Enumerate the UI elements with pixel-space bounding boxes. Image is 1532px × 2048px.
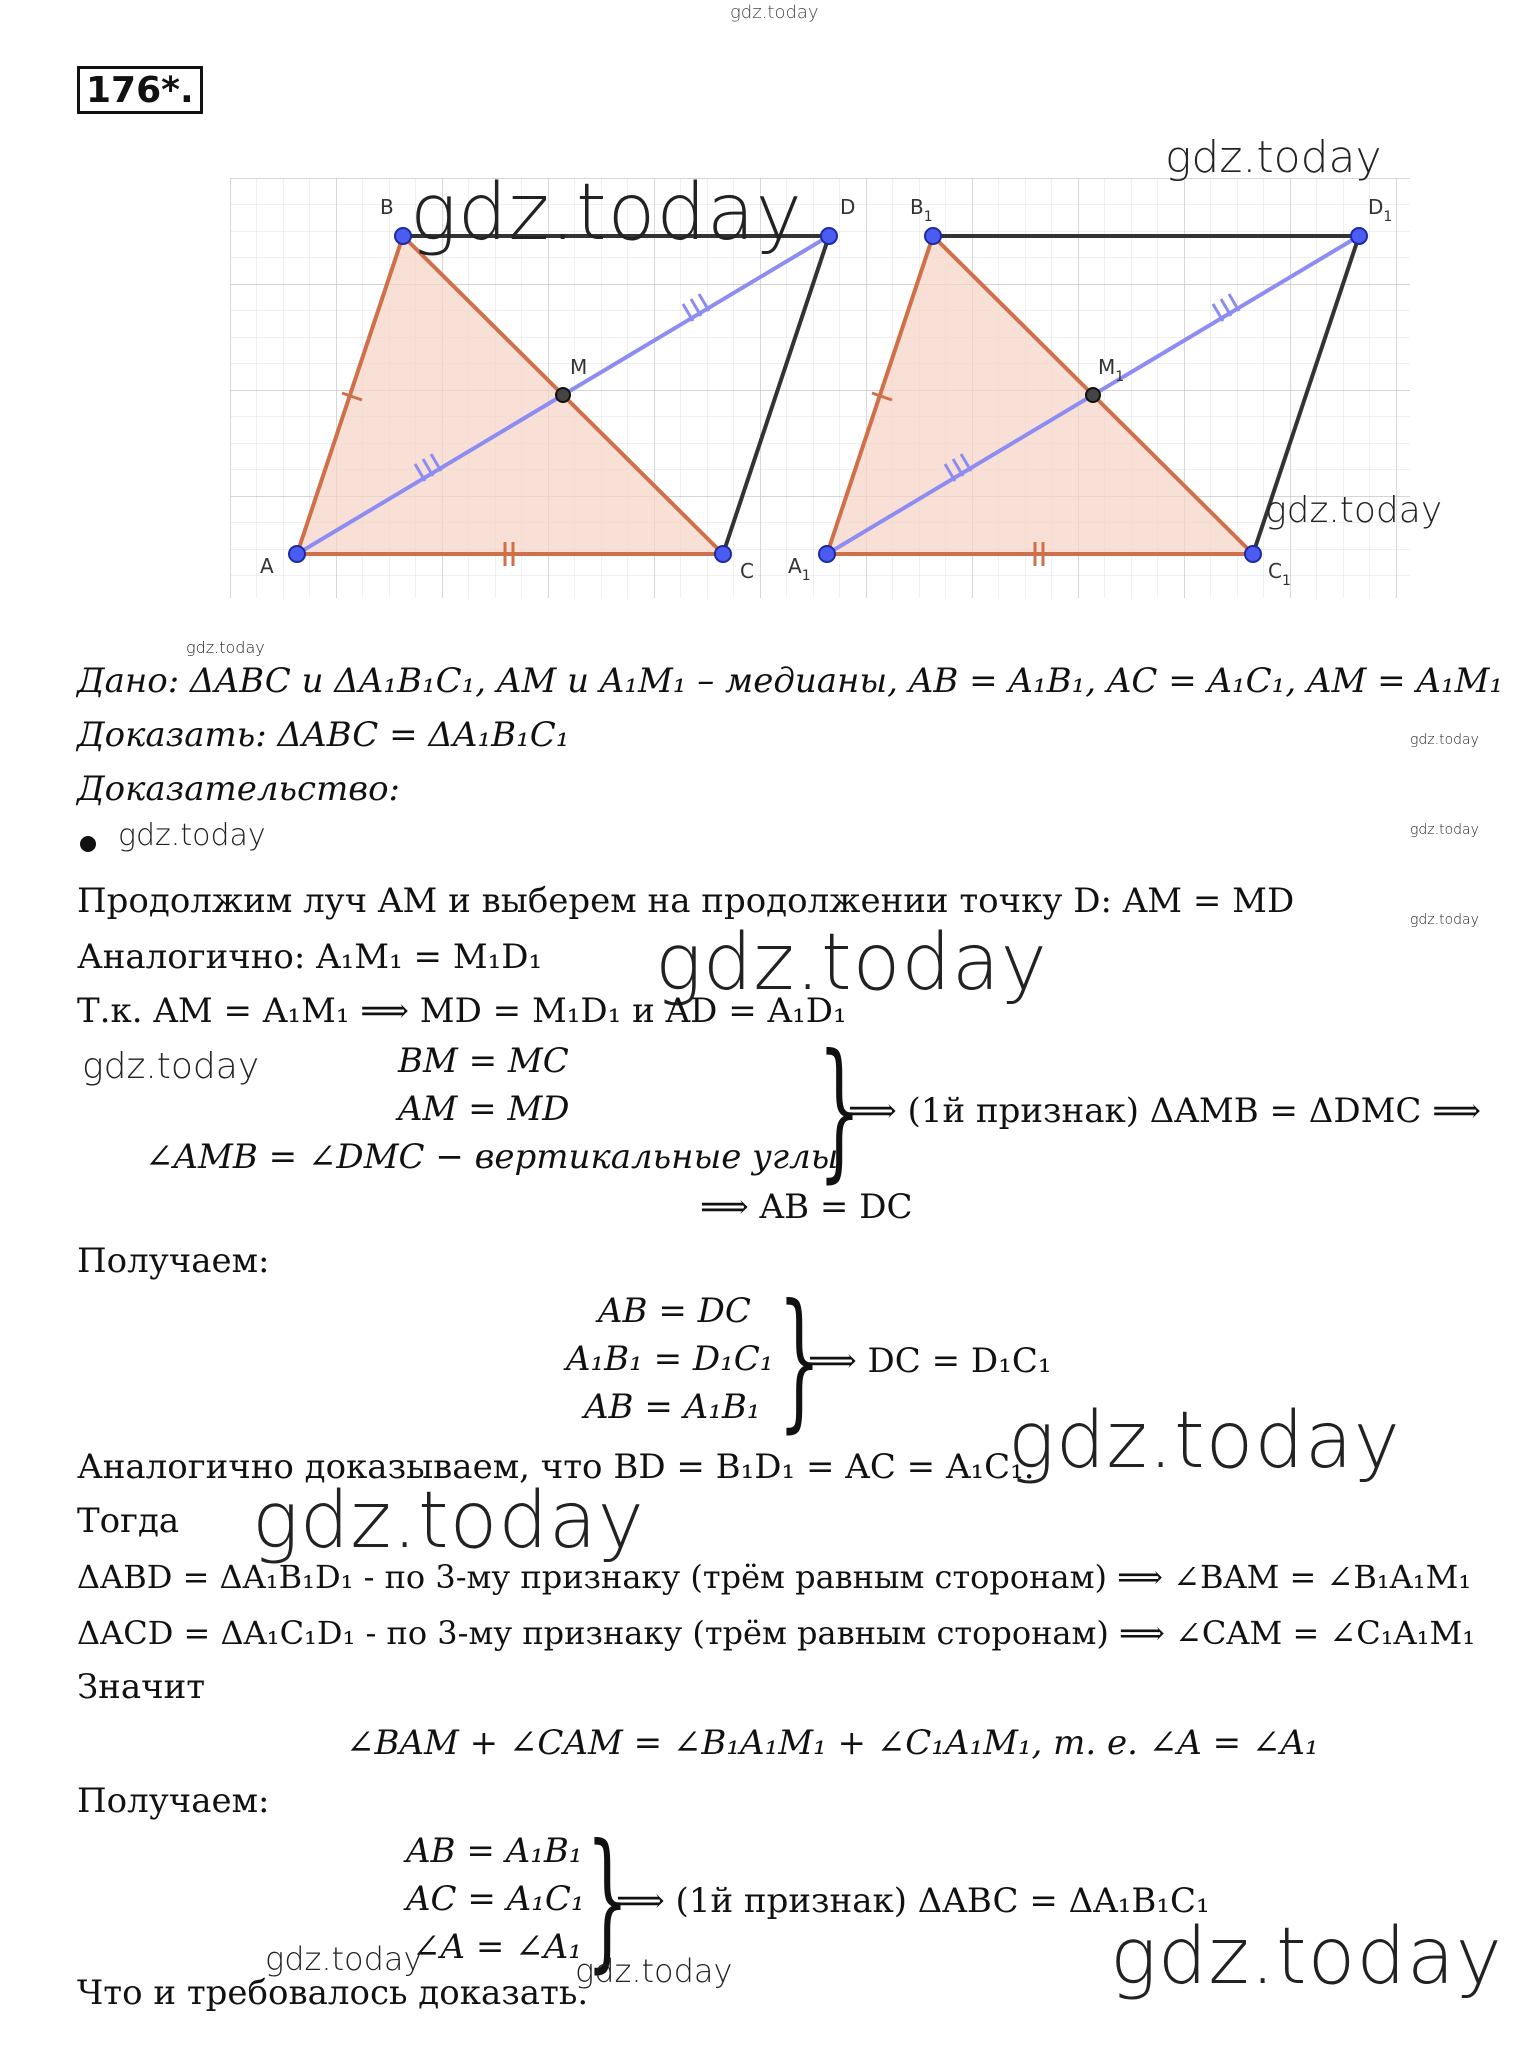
sys2-line-c: AB = A₁B₁ [584, 1387, 761, 1427]
watermark: gdz.today [410, 168, 803, 258]
label-a1: $A_1$ [788, 554, 811, 584]
sys2-line-a: AB = DC [598, 1291, 751, 1331]
watermark: gdz.today [1410, 822, 1479, 838]
point-c [715, 546, 731, 562]
label-m: M [570, 355, 588, 379]
sys3-line-c: ∠A = ∠A₁ [412, 1927, 582, 1967]
given-text: : ΔABC и ΔA₁B₁C₁, AM и A₁M₁ – медианы, AB = A₁B₁, AC = A₁C₁, AM = A₁M₁ [167, 661, 1504, 701]
watermark: gdz.today [655, 918, 1048, 1008]
label-c: C [740, 559, 754, 583]
point-a [289, 546, 305, 562]
watermark: gdz.today [1410, 912, 1479, 928]
proof-line-6: ΔACD = ΔA₁C₁D₁ - по 3-му признаку (трём равным сторонам) ⟹ ∠CAM = ∠C₁A₁M₁ [77, 1614, 1476, 1652]
get-label-2: Получаем: [77, 1781, 270, 1821]
proof-line-5: ΔABD = ΔA₁B₁D₁ - по 3-му признаку (трём равным сторонам) ⟹ ∠BAM = ∠B₁A₁M₁ [77, 1558, 1472, 1596]
sys1-line-c: ∠AMB = ∠DMC − вертикальные углы [145, 1137, 839, 1177]
proof-line-7: ∠BAM + ∠CAM = ∠B₁A₁M₁ + ∠C₁A₁M₁, т. е. ∠A = ∠A₁ [346, 1723, 1319, 1763]
watermark: gdz.today [1265, 490, 1443, 531]
given-line [77, 660, 1503, 702]
label-b1: $B_1$ [910, 195, 933, 225]
watermark: gdz.today [1110, 1912, 1503, 2002]
point-b1 [925, 228, 941, 244]
sys2-brace: } [778, 1273, 821, 1447]
watermark: gdz.today [82, 1046, 260, 1087]
watermark: gdz.today [265, 1940, 423, 1978]
prove-line [77, 714, 569, 756]
sys3-line-b: AC = A₁C₁ [406, 1879, 585, 1919]
prove-label: Доказать [77, 715, 256, 755]
sys1-line-b: AM = MD [398, 1089, 570, 1129]
qed-line: Что и требовалось доказать. [77, 1973, 589, 2013]
problem-number: 176*. [77, 66, 203, 114]
sys1-brace: } [818, 1023, 861, 1197]
label-m1: $M_1$ [1098, 355, 1125, 385]
watermark: gdz.today [118, 818, 266, 853]
watermark: gdz.today [1165, 132, 1382, 183]
bullet [80, 836, 96, 852]
means-label: Значит [77, 1667, 206, 1707]
point-m [556, 388, 570, 402]
proof-line-1: Продолжим луч AM и выберем на продолжении точку D: AM = MD [77, 881, 1295, 921]
watermark: gdz.today [1410, 732, 1479, 748]
geometry-figure [230, 178, 1410, 598]
watermark: gdz.today [575, 1952, 733, 1990]
watermark: gdz.today [186, 638, 265, 657]
sys3-brace: } [586, 1813, 629, 1987]
sys3-result: ⟹ (1й признак) ΔABC = ΔA₁B₁C₁ [616, 1881, 1210, 1921]
given-label: Дано [77, 661, 168, 701]
proof-line-3: Т.к. AM = A₁M₁ ⟹ MD = M₁D₁ и AD = A₁D₁ [77, 991, 847, 1031]
label-d: D [840, 195, 856, 219]
point-d1 [1351, 228, 1367, 244]
then-label: Тогда [77, 1501, 180, 1541]
watermark: gdz.today [1008, 1396, 1401, 1486]
label-d1: $D_1$ [1368, 195, 1393, 225]
sys2-result: ⟹ DC = D₁C₁ [808, 1341, 1052, 1381]
watermark: gdz.today [252, 1476, 645, 1566]
sys3-line-a: AB = A₁B₁ [406, 1831, 583, 1871]
watermark-top: gdz.today [730, 2, 819, 23]
point-b [395, 228, 411, 244]
point-a1 [819, 546, 835, 562]
proof-label: Доказательство: [77, 769, 401, 809]
get-label-1: Получаем: [77, 1241, 270, 1281]
point-c1 [1245, 546, 1261, 562]
sys1-result-2: ⟹ AB = DC [700, 1187, 913, 1227]
proof-line-4: Аналогично доказываем, что BD = B₁D₁ = AC = A₁C₁. [77, 1447, 1035, 1487]
prove-text: : ΔABC = ΔA₁B₁C₁ [255, 715, 570, 755]
sys2-line-b: A₁B₁ = D₁C₁ [566, 1339, 774, 1379]
label-a: A [260, 554, 274, 578]
label-b: B [380, 195, 394, 219]
sys1-result: ⟹ (1й признак) ΔAMB = ΔDMC ⟹ [848, 1091, 1482, 1131]
label-c1: $C_1$ [1268, 559, 1291, 589]
point-d [821, 228, 837, 244]
point-m1 [1086, 388, 1100, 402]
proof-line-2: Аналогично: A₁M₁ = M₁D₁ [77, 937, 543, 977]
sys1-line-a: BM = MC [398, 1041, 569, 1081]
